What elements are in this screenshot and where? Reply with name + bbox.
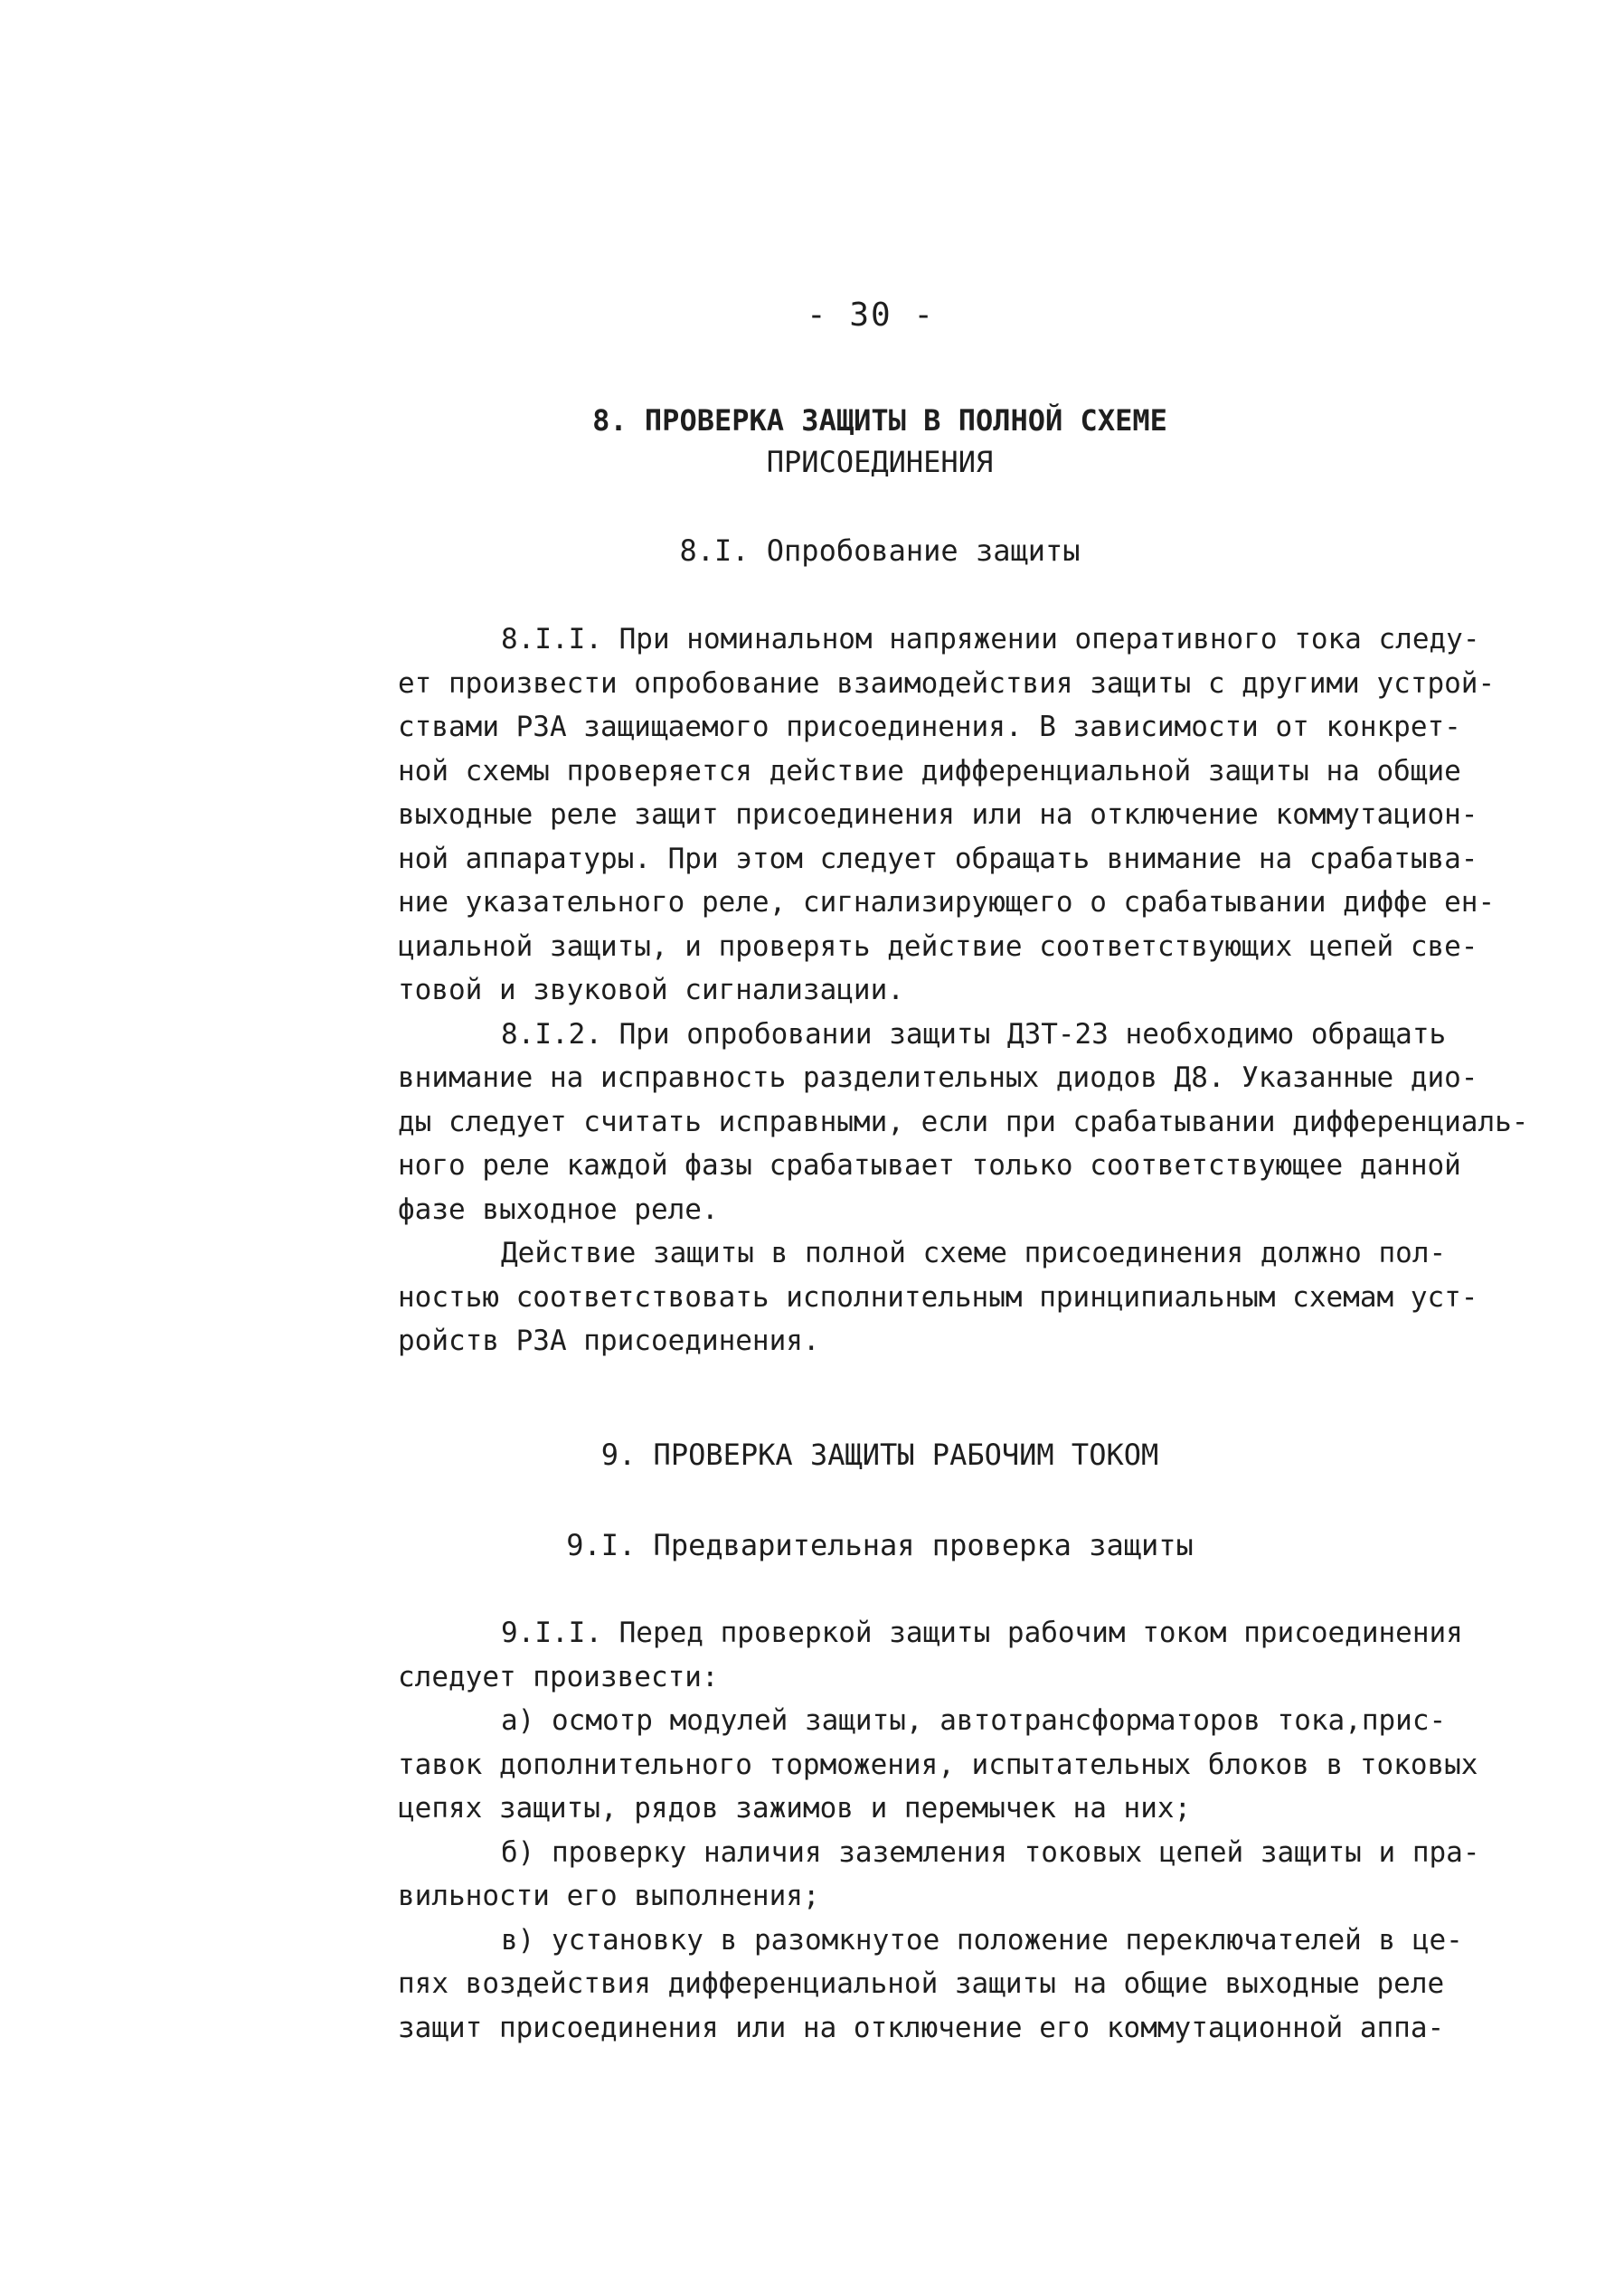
section-8-body <box>398 618 1528 1363</box>
paragraph-line: тавок дополнительного торможения, испытательных блоков в токовых <box>398 1748 1478 1781</box>
list-item-a: а) осмотр модулей защиты, автотрансформаторов тока,прис- <box>501 1704 1447 1737</box>
paragraph-line: циальной защиты, и проверять действие соответствующих цепей све- <box>398 929 1478 963</box>
section-9-body <box>398 1611 1528 2050</box>
paragraph-line: ет произвести опробование взаимодействия защиты с другими устрой- <box>398 666 1496 700</box>
paragraph-line: ной схемы проверяется действие дифференциальной защиты на общие <box>398 754 1461 788</box>
paragraph-line: ды следует считать исправными, если при срабатывании дифференциаль- <box>398 1105 1529 1138</box>
paragraph-line: ного реле каждой фазы срабатывает только соответствующее данной <box>398 1149 1461 1182</box>
paragraph-line: ствами РЗА защищаемого присоединения. В зависимости от конкрет- <box>398 711 1461 743</box>
section-8-title-line-2: ПРИСОЕДИНЕНИЯ <box>766 445 994 479</box>
paragraph-line: выходные реле защит присоединения или на отключение коммутацион- <box>398 798 1478 831</box>
paragraph-line: ностью соответствовать исполнительным принципиальным схемам уст- <box>398 1280 1478 1314</box>
paragraph-line: цепях защиты, рядов зажимов и перемычек на них; <box>398 1792 1192 1825</box>
paragraph-line: 8.I.I. При номинальном напряжении оперативного тока следу- <box>501 623 1480 655</box>
paragraph-line: пях воздействия дифференциальной защиты на общие выходные реле <box>398 1967 1445 2000</box>
paragraph-line: 8.I.2. При опробовании защиты ДЗТ-23 необходимо обращать <box>501 1017 1447 1051</box>
paragraph-line: фазе выходное реле. <box>398 1193 719 1226</box>
paragraph-line: ройств РЗА присоединения. <box>398 1325 820 1357</box>
paragraph-line: ной аппаратуры. При этом следует обращать внимание на срабатыва- <box>398 842 1478 875</box>
subsection-9-1-title: 9.I. Предварительная проверка защиты <box>566 1528 1194 1562</box>
page-number: - 30 - <box>806 297 936 334</box>
paragraph-line: товой и звуковой сигнализации. <box>398 974 904 1006</box>
section-9-title: 9. ПРОВЕРКА ЗАЩИТЫ РАБОЧИМ ТОКОМ <box>600 1438 1159 1472</box>
paragraph-line: защит присоединения или на отключение его коммутационной аппа- <box>398 2011 1445 2044</box>
paragraph-line: ние указательного реле, сигнализирующего о срабатывании диффе ен- <box>398 886 1496 919</box>
paragraph-line: вильности его выполнения; <box>398 1880 820 1912</box>
list-item-c: в) установку в разомкнутое положение переключателей в це- <box>501 1923 1463 1957</box>
paragraph-line: следует произвести: <box>398 1660 719 1693</box>
subsection-8-1-title: 8.I. Опробование защиты <box>679 533 1081 568</box>
paragraph-line: 9.I.I. Перед проверкой защиты рабочим током присоединения <box>501 1617 1463 1649</box>
paragraph-line: Действие защиты в полной схеме присоединения должно пол- <box>501 1237 1447 1269</box>
paragraph-line: внимание на исправность разделительных диодов Д8. Указанные дио- <box>398 1061 1478 1094</box>
section-8-title-line-1: 8. ПРОВЕРКА ЗАЩИТЫ В ПОЛНОЙ СХЕМЕ <box>592 403 1167 438</box>
list-item-b: б) проверку наличия заземления токовых цепей защиты и пра- <box>501 1835 1480 1869</box>
